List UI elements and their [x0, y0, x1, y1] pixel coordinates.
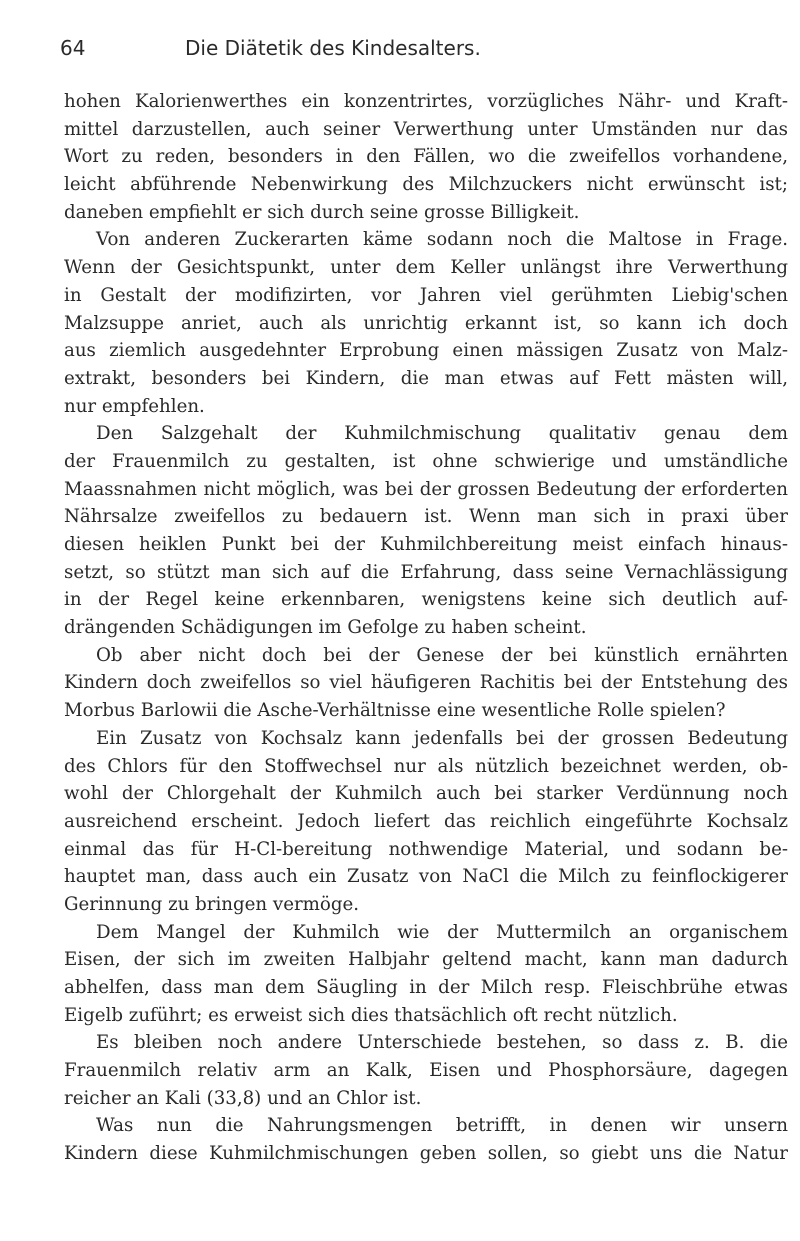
text-line: nur empfehlen.	[64, 395, 205, 417]
text-line: Kindern doch zweifellos so viel häufigeren Rachitis bei der Entstehung des	[64, 672, 788, 694]
text-line: drängenden Schädigungen im Gefolge zu haben scheint.	[64, 617, 587, 639]
text-line: abhelfen, dass man dem Säugling in der Milch resp. Fleischbrühe etwas	[64, 977, 788, 998]
page-number: 64	[60, 36, 86, 60]
body-text	[64, 88, 788, 1168]
text-line: diesen heiklen Punkt bei der Kuhmilchbereitung meist einfach hinaus-	[64, 534, 788, 555]
text-line: Nährsalze zweifellos zu bedauern ist. Wenn man sich in praxi über	[64, 506, 788, 528]
page-header	[60, 36, 790, 76]
text-line: der Frauenmilch zu gestalten, ist ohne schwierige und umständliche	[64, 450, 788, 472]
text-line: leicht abführende Nebenwirkung des Milchzuckers nicht erwünscht ist;	[64, 174, 788, 196]
text-line: mittel darzustellen, auch seiner Verwerthung unter Umständen nur das	[64, 118, 788, 140]
text-line: Maassnahmen nicht möglich, was bei der grossen Bedeutung der erforderten	[64, 478, 788, 500]
text-line: aus ziemlich ausgedehnter Erprobung einen mässigen Zusatz von Malz-	[64, 340, 788, 362]
text-line: Wenn der Gesichtspunkt, unter dem Keller unlängst ihre Verwerthung	[64, 257, 788, 279]
text-line: Wort zu reden, besonders in den Fällen, wo die zweifellos vorhandene,	[64, 146, 788, 168]
text-line: ausreichend erscheint. Jedoch liefert das reichlich eingeführte Kochsalz	[64, 810, 788, 832]
text-line: in Gestalt der modifizirten, vor Jahren viel gerühmten Liebig'schen	[64, 284, 788, 306]
text-line: daneben empfiehlt er sich durch seine grosse Billigkeit.	[64, 201, 580, 223]
text-line: Von anderen Zuckerarten käme sodann noch die Maltose in Frage.	[96, 229, 788, 251]
text-line: Eisen, der sich im zweiten Halbjahr geltend macht, kann man dadurch	[64, 949, 788, 971]
text-line: Es bleiben noch andere Unterschiede bestehen, so dass z. B. die	[96, 1032, 788, 1054]
text-line: Ein Zusatz von Kochsalz kann jedenfalls bei der grossen Bedeutung	[96, 727, 788, 749]
text-line: extrakt, besonders bei Kindern, die man etwas auf Fett mästen will,	[64, 367, 788, 389]
text-line: in der Regel keine erkennbaren, wenigstens keine sich deutlich auf-	[64, 589, 788, 611]
text-line: Den Salzgehalt der Kuhmilchmischung qualitativ genau dem	[96, 423, 788, 445]
text-line: Malzsuppe anriet, auch als unrichtig erkannt ist, so kann ich doch	[64, 312, 788, 334]
text-line: hauptet man, dass auch ein Zusatz von NaCl die Milch zu feinflockigerer	[64, 866, 788, 888]
text-line: Ob aber nicht doch bei der Genese der bei künstlich ernährten	[96, 644, 788, 666]
text-line: hohen Kalorienwerthes ein konzentrirtes, vorzügliches Nähr- und Kraft-	[64, 91, 788, 112]
text-line: wohl der Chlorgehalt der Kuhmilch auch bei starker Verdünnung noch	[64, 783, 788, 805]
text-line: Was nun die Nahrungsmengen betrifft, in denen wir unsern	[96, 1115, 788, 1137]
text-line: setzt, so stützt man sich auf die Erfahrung, dass seine Vernachlässigung	[64, 561, 788, 583]
text-line: Eigelb zuführt; es erweist sich dies thatsächlich oft recht nützlich.	[64, 1004, 678, 1026]
text-line: Kindern diese Kuhmilchmischungen geben sollen, so giebt uns die Natur	[64, 1143, 788, 1165]
text-line: Dem Mangel der Kuhmilch wie der Muttermilch an organischem	[96, 921, 788, 943]
text-line: Gerinnung zu bringen vermöge.	[64, 893, 360, 915]
text-line: einmal das für H-Cl-bereitung nothwendige Material, und sodann be-	[64, 838, 788, 860]
text-line: des Chlors für den Stoffwechsel nur als nützlich bezeichnet werden, ob-	[64, 755, 788, 777]
text-line: reicher an Kali (33,8) und an Chlor ist.	[64, 1087, 422, 1109]
running-title: Die Diätetik des Kindesalters.	[185, 36, 481, 60]
text-line: Frauenmilch relativ arm an Kalk, Eisen und Phosphorsäure, dagegen	[64, 1060, 788, 1082]
text-line: Morbus Barlowii die Asche-Verhältnisse eine wesentliche Rolle spielen?	[64, 700, 726, 722]
